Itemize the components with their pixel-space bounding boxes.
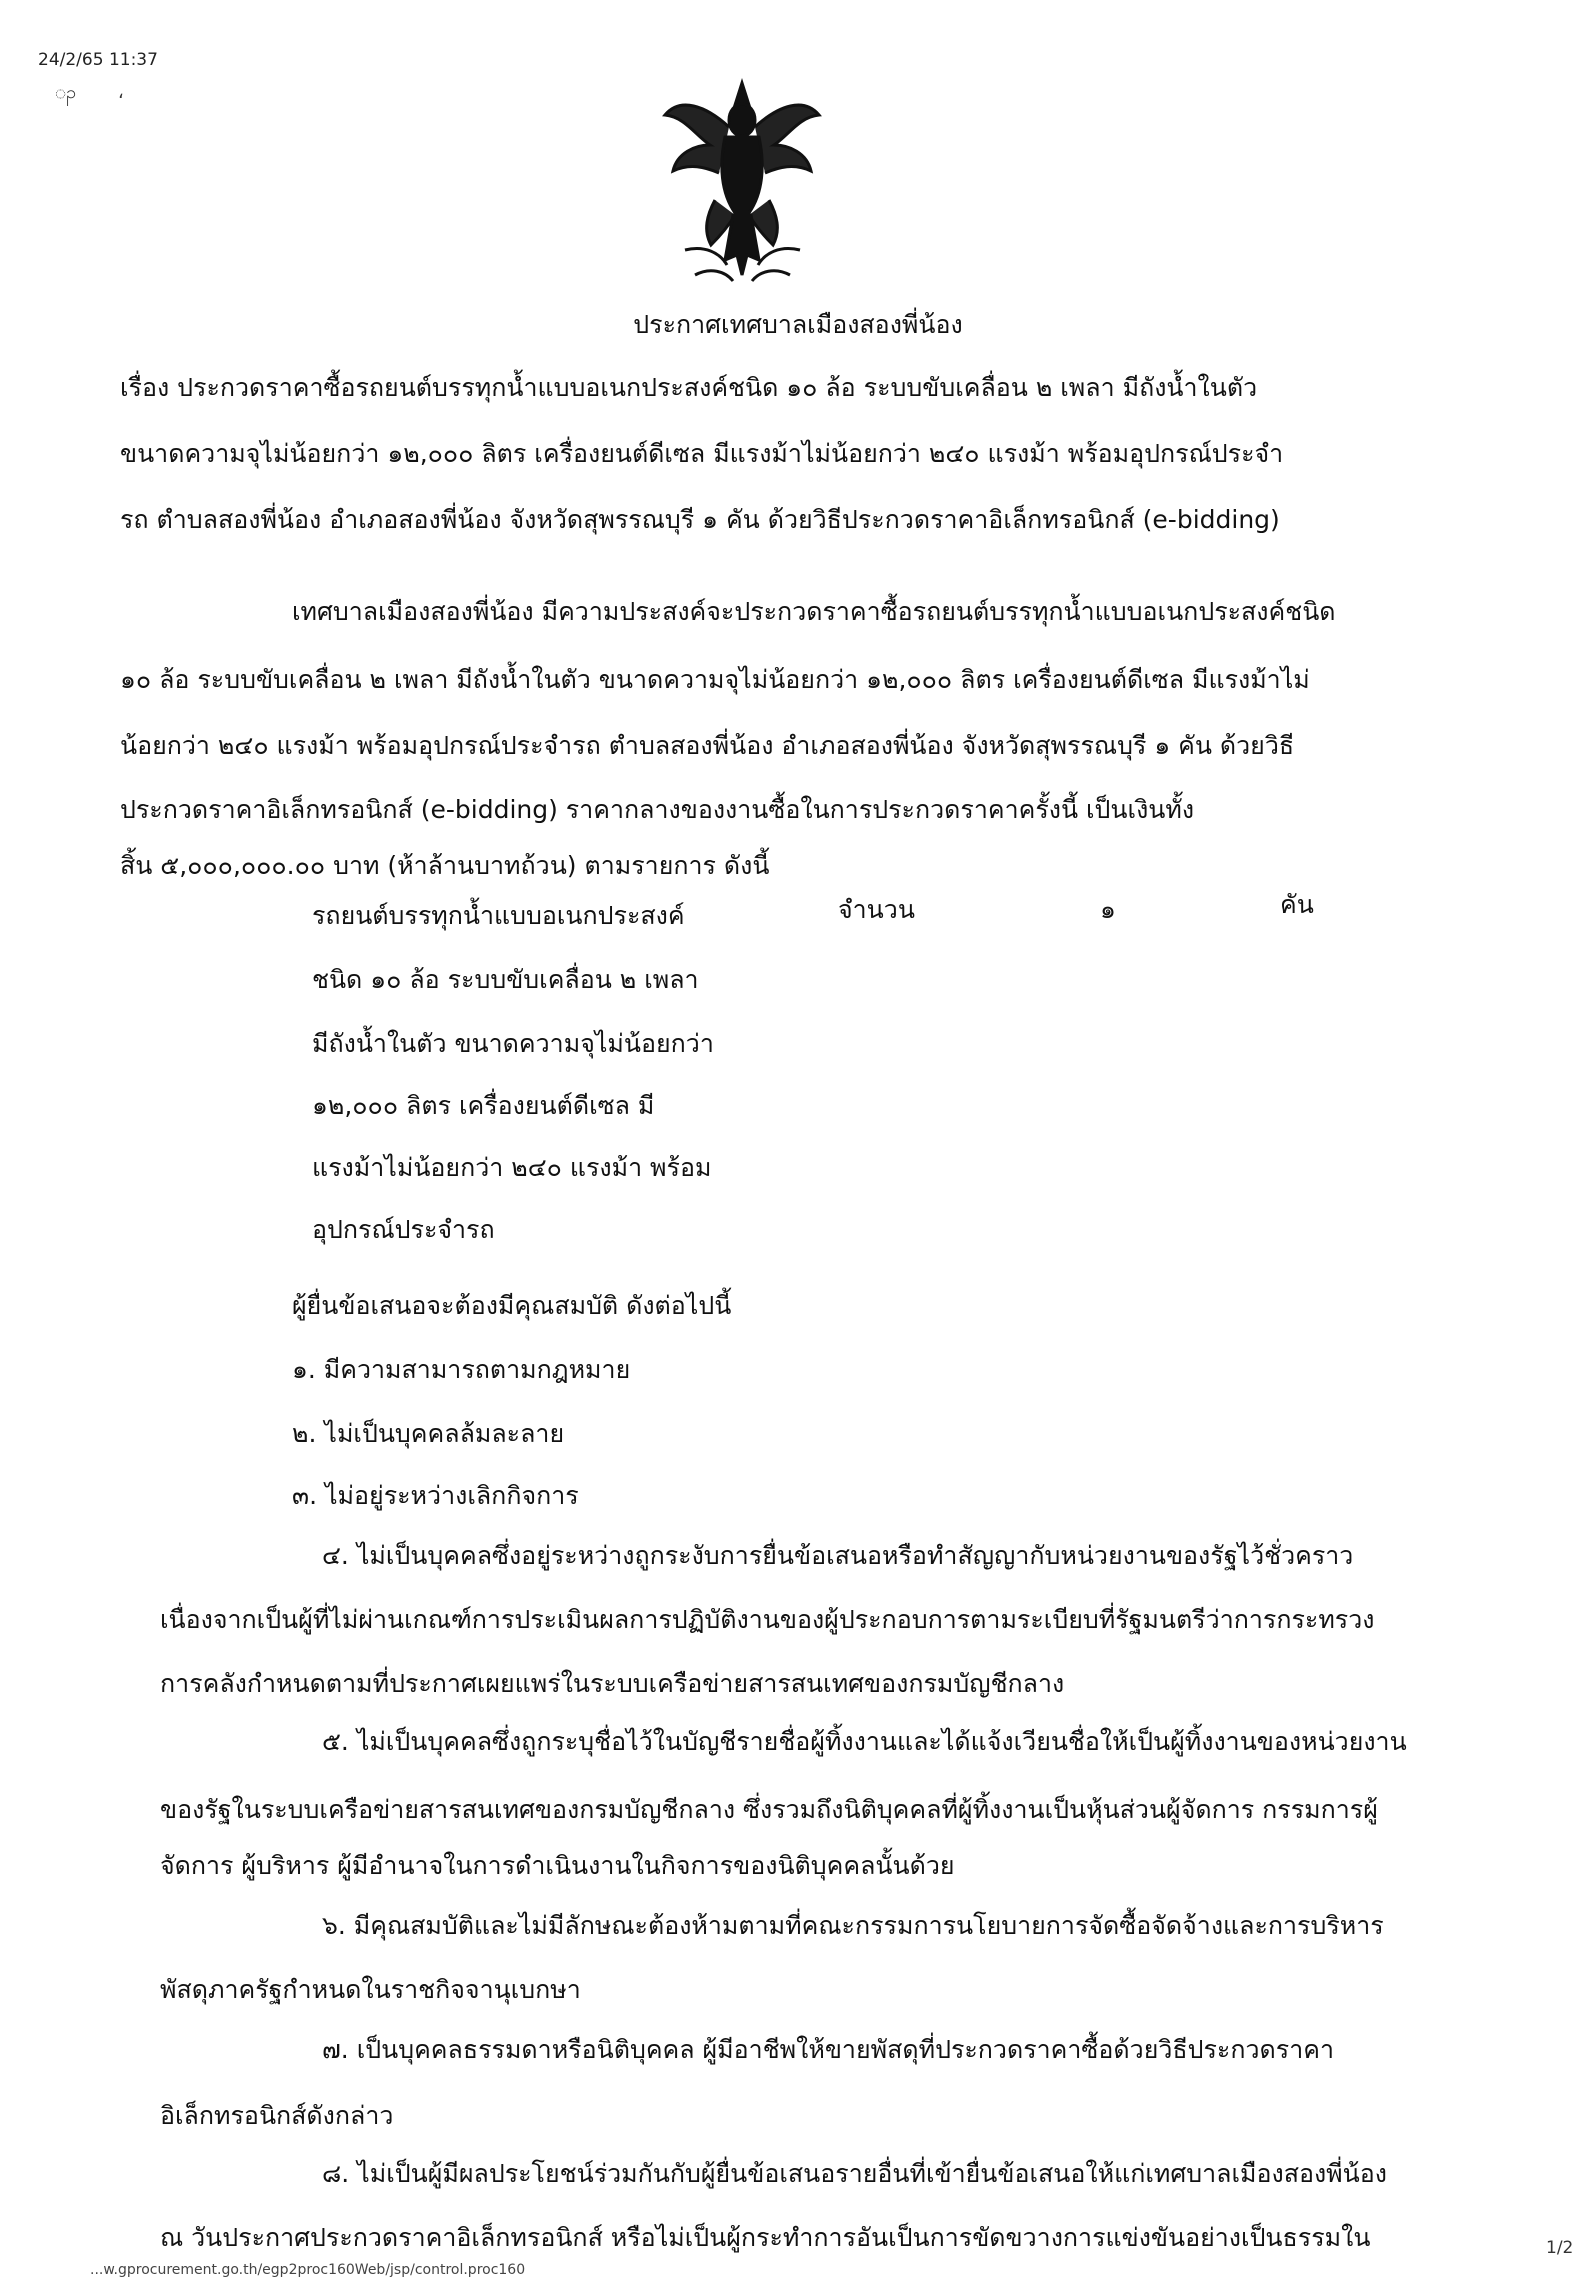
qualification-item: ๓. ไม่อยู่ระหว่างเลิกกิจการ	[292, 1481, 579, 1510]
qualification-item: ของรัฐในระบบเครือข่ายสารสนเทศของกรมบัญชีกลาง ซึ่งรวมถึงนิติบุคคลที่ผู้ทิ้งงานเป็นหุ้นส่วนผู้จัดการ กรรมการผู้	[160, 1795, 1378, 1824]
qualification-item: เนื่องจากเป็นผู้ที่ไม่ผ่านเกณฑ์การประเมินผลการปฏิบัติงานของผู้ประกอบการตามระเบียบที่รัฐมนตรีว่าการกระทรวง	[160, 1605, 1375, 1634]
body-line: น้อยกว่า ๒๔๐ แรงม้า พร้อมอุปกรณ์ประจำรถ ตำบลสองพี่น้อง อำเภอสองพี่น้อง จังหวัดสุพรรณบุรี ๑ คัน ด้วยวิธี	[120, 731, 1295, 760]
qualifications-heading: ผู้ยื่นข้อเสนอจะต้องมีคุณสมบัติ ดังต่อไปนี้	[292, 1291, 732, 1320]
qualification-item: ๔. ไม่เป็นบุคคลซึ่งอยู่ระหว่างถูกระงับการยื่นข้อเสนอหรือทำสัญญากับหน่วยงานของรัฐไว้ชั่วคราว	[322, 1541, 1354, 1570]
qualification-item: ๗. เป็นบุคคลธรรมดาหรือนิติบุคคล ผู้มีอาชีพให้ขายพัสดุที่ประกวดราคาซื้อด้วยวิธีประกวดราคา	[322, 2035, 1334, 2064]
qualification-item: อิเล็กทรอนิกส์ดังกล่าว	[160, 2101, 394, 2130]
item-description-line: ชนิด ๑๐ ล้อ ระบบขับเคลื่อน ๒ เพลา	[312, 965, 699, 994]
quantity-unit: คัน	[1280, 890, 1314, 919]
qualification-item: ณ วันประกาศประกวดราคาอิเล็กทรอนิกส์ หรือไม่เป็นผู้กระทำการอันเป็นการขัดขวางการแข่งขันอย่างเป็นธรรมใน	[160, 2223, 1371, 2252]
body-line: ๑๐ ล้อ ระบบขับเคลื่อน ๒ เพลา มีถังน้ำในตัว ขนาดความจุไม่น้อยกว่า ๑๒,๐๐๐ ลิตร เครื่องยนต์ดีเซล มีแรงม้าไม่	[120, 665, 1310, 694]
item-description-line: ๑๒,๐๐๐ ลิตร เครื่องยนต์ดีเซล มี	[312, 1091, 655, 1120]
subject-line: รถ ตำบลสองพี่น้อง อำเภอสองพี่น้อง จังหวัดสุพรรณบุรี ๑ คัน ด้วยวิธีประกวดราคาอิเล็กทรอนิกส์ (e-bidding)	[120, 505, 1280, 534]
announcement-title: ประกาศเทศบาลเมืองสองพี่น้อง	[633, 310, 963, 339]
body-line: เทศบาลเมืองสองพี่น้อง มีความประสงค์จะประกวดราคาซื้อรถยนต์บรรทุกน้ำแบบอเนกประสงค์ชนิด	[292, 597, 1336, 626]
body-line: ประกวดราคาอิเล็กทรอนิกส์ (e-bidding) ราคากลางของงานซื้อในการประกวดราคาครั้งนี้ เป็นเงินทั้ง	[120, 795, 1195, 824]
footer-url: ...w.gprocurement.go.th/egp2proc160Web/jsp/control.proc160	[90, 2262, 526, 2278]
qualification-item: ๕. ไม่เป็นบุคคลซึ่งถูกระบุชื่อไว้ในบัญชีรายชื่อผู้ทิ้งงานและได้แจ้งเวียนชื่อให้เป็นผู้ทิ้งงานของหน่วยงาน	[322, 1727, 1407, 1756]
qualification-item: ๒. ไม่เป็นบุคคลล้มละลาย	[292, 1419, 565, 1448]
qualification-item: พัสดุภาครัฐกำหนดในราชกิจจานุเบกษา	[160, 1975, 581, 2004]
quantity-label: จำนวน	[838, 895, 915, 924]
timestamp: 24/2/65 11:37	[38, 50, 158, 70]
qualification-item: จัดการ ผู้บริหาร ผู้มีอำนาจในการดำเนินงานในกิจการของนิติบุคคลนั้นด้วย	[160, 1851, 955, 1880]
qualification-item: การคลังกำหนดตามที่ประกาศเผยแพร่ในระบบเครือข่ายสารสนเทศของกรมบัญชีกลาง	[160, 1669, 1065, 1698]
item-description-line: มีถังน้ำในตัว ขนาดความจุไม่น้อยกว่า	[312, 1029, 714, 1058]
scan-marks: ၣ ،	[55, 82, 124, 103]
item-description-line: รถยนต์บรรทุกน้ำแบบอเนกประสงค์	[312, 901, 685, 930]
body-line: สิ้น ๕,๐๐๐,๐๐๐.๐๐ บาท (ห้าล้านบาทถ้วน) ตามรายการ ดังนี้	[120, 851, 770, 880]
quantity-value: ๑	[1100, 895, 1116, 924]
qualification-item: ๘. ไม่เป็นผู้มีผลประโยชน์ร่วมกันกับผู้ยื่นข้อเสนอรายอื่นที่เข้ายื่นข้อเสนอให้แก่เทศบาลเมืองสองพี่น้อง	[322, 2159, 1387, 2188]
subject-line: ขนาดความจุไม่น้อยกว่า ๑๒,๐๐๐ ลิตร เครื่องยนต์ดีเซล มีแรงม้าไม่น้อยกว่า ๒๔๐ แรงม้า พร้อมอุปกรณ์ประจำ	[120, 439, 1284, 468]
item-description-line: อุปกรณ์ประจำรถ	[312, 1215, 495, 1244]
subject-line: เรื่อง ประกวดราคาซื้อรถยนต์บรรทุกน้ำแบบอเนกประสงค์ชนิด ๑๐ ล้อ ระบบขับเคลื่อน ๒ เพลา มีถังน้ำในตัว	[120, 373, 1258, 402]
garuda-emblem-icon	[655, 75, 830, 290]
page-number: 1/2	[1546, 2238, 1574, 2258]
item-description-line: แรงม้าไม่น้อยกว่า ๒๔๐ แรงม้า พร้อม	[312, 1153, 712, 1182]
qualification-item: ๑. มีความสามารถตามกฎหมาย	[292, 1355, 631, 1384]
qualification-item: ๖. มีคุณสมบัติและไม่มีลักษณะต้องห้ามตามที่คณะกรรมการนโยบายการจัดซื้อจัดจ้างและการบริหาร	[322, 1911, 1384, 1940]
